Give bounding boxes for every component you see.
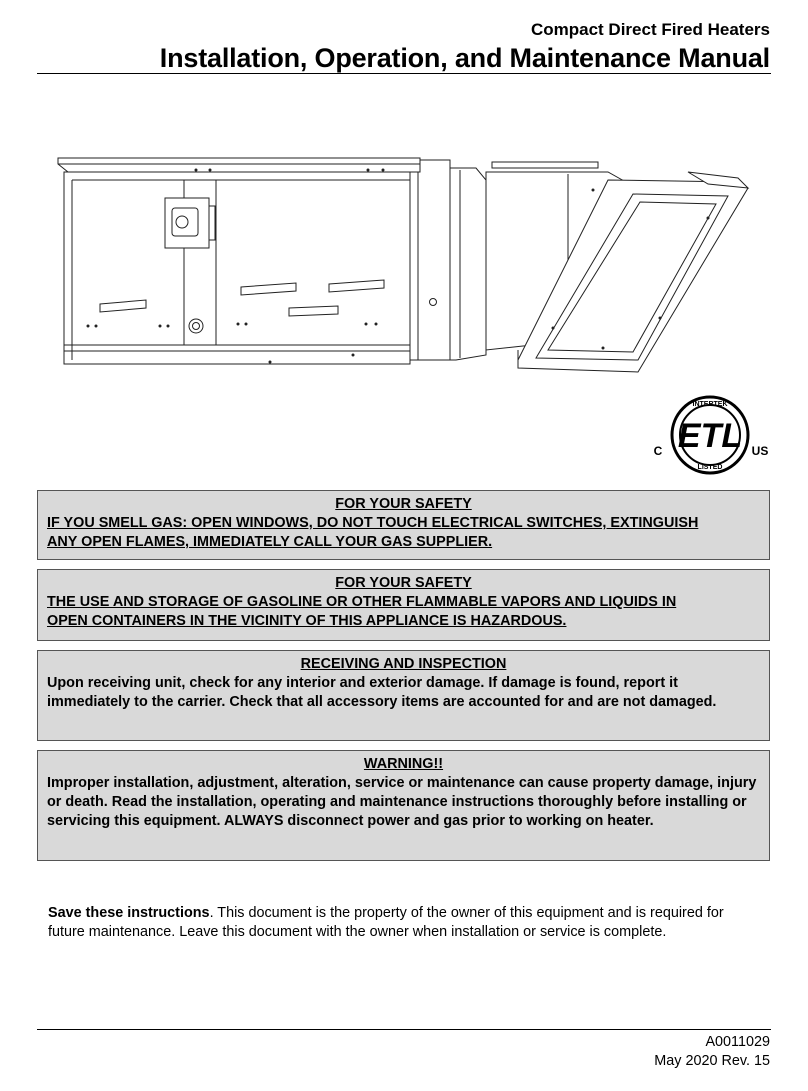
box-line: OPEN CONTAINERS IN THE VICINITY OF THIS APPLIANCE IS HAZARDOUS.	[47, 613, 567, 629]
box-heading: FOR YOUR SAFETY	[335, 575, 472, 591]
etl-top-text: INTERTEK	[692, 401, 728, 408]
manual-title: Installation, Operation, and Maintenance Manual	[159, 43, 770, 73]
save-notice-text: . This document is the property of the owner of this equipment and is required for future maintenance. Leave this document with the owner when installation or service is complete.	[48, 905, 724, 940]
box-text: Improper installation, adjustment, alteration, service or maintenance can cause property damage, injury or death. Read the installation, operating and maintenance instructions thoroughly before installing or servicing this equipment. ALWAYS disconnect power and gas prior to working on heater.	[47, 775, 757, 829]
safety-box-flammable-vapors	[37, 569, 770, 641]
box-heading: WARNING!!	[363, 756, 444, 772]
header-rule	[37, 73, 771, 74]
document-number: A0011029	[705, 1034, 770, 1050]
safety-box-gas-smell	[37, 490, 770, 560]
box-line: THE USE AND STORAGE OF GASOLINE OR OTHER FLAMMABLE VAPORS AND LIQUIDS IN	[47, 594, 677, 610]
footer-rule	[37, 1029, 771, 1030]
etl-mark-text: ETL	[677, 417, 743, 455]
box-line: IF YOU SMELL GAS: OPEN WINDOWS, DO NOT TOUCH ELECTRICAL SWITCHES, EXTINGUISH	[47, 515, 699, 531]
manual-subtitle: Compact Direct Fired Heaters	[530, 20, 770, 39]
box-heading: RECEIVING AND INSPECTION	[300, 656, 507, 672]
box-text: Upon receiving unit, check for any interior and exterior damage. If damage is found, report it immediately to the carrier. Check that all accessory items are accounted for and are not damaged.	[47, 675, 717, 710]
save-instructions-notice	[48, 904, 764, 942]
etl-bottom-text: LISTED	[697, 464, 723, 471]
box-line: ANY OPEN FLAMES, IMMEDIATELY CALL YOUR GAS SUPPLIER.	[47, 534, 493, 550]
etl-right-text: US	[751, 444, 768, 458]
revision-date: May 2020 Rev. 15	[654, 1053, 770, 1069]
warning-box	[37, 750, 770, 861]
etl-listed-mark	[652, 394, 768, 480]
save-notice-lead: Save these instructions	[48, 905, 210, 921]
box-heading: FOR YOUR SAFETY	[335, 496, 472, 512]
etl-left-text: C	[653, 444, 663, 458]
receiving-inspection-box	[37, 650, 770, 741]
heater-unit-drawing	[48, 150, 758, 380]
